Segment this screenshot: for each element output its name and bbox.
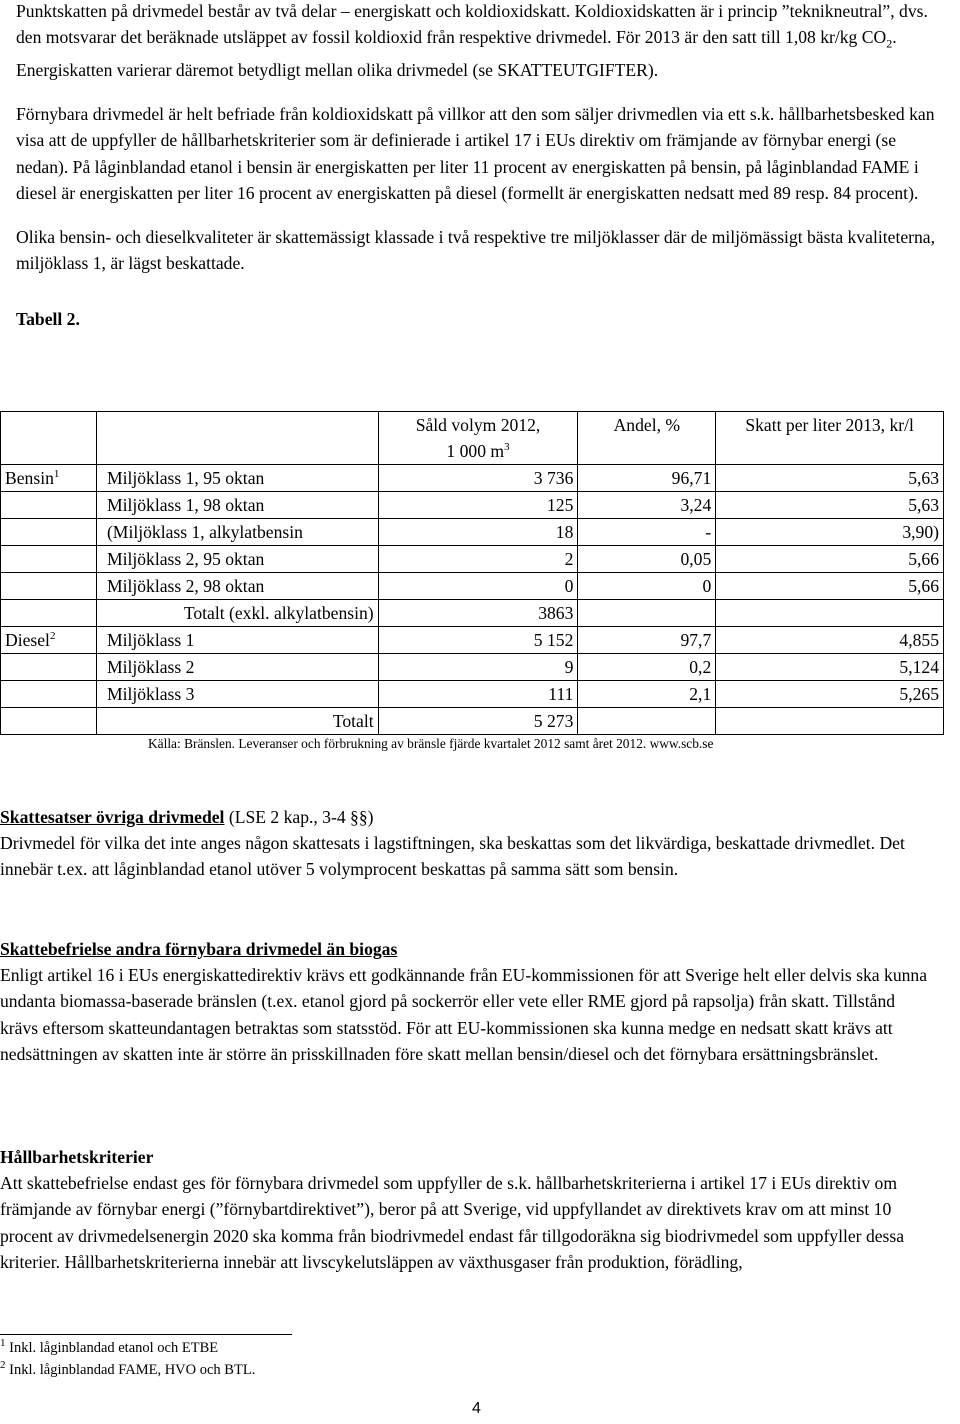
cell-tax: 5,63 — [716, 465, 944, 492]
row-label: Miljöklass 1, 95 oktan — [96, 465, 378, 492]
cell-tax: 5,66 — [716, 573, 944, 600]
cell-tax: 5,124 — [716, 654, 944, 681]
cell-volume: 18 — [378, 519, 578, 546]
paragraph-exemption: Enligt artikel 16 i EUs energiskattedirektiv krävs ett godkännande från EU-kommissionen för att Sverige helt eller delvis ska kunna undanta biomassa-baserade bränslen (t.ex. etanol gjord på sockerrör eller vete eller RME gjord på rapsolja) från skatt. Tillstånd krävs eftersom skatteundantagen betraktas som statsstöd. För att EU-kommissionen ska kunna medge en nedsatt skatt krävs att nedsättningen av skatten inte är större än prisskillnaden före skatt mellan bensin/diesel och det förnybara ersättningsbränslet. — [0, 965, 928, 1064]
cell-share: 3,24 — [578, 492, 716, 519]
footnote-2: $^2$ Inkl. låginblandad FAME, HVO och BTL. — [0, 1359, 256, 1378]
row-label: Miljöklass 1 — [96, 627, 378, 654]
fuel-table — [0, 411, 944, 735]
group-label: Bensin$^1$ — [1, 465, 97, 492]
footnote-rule — [0, 1334, 292, 1335]
table-source: Källa: Bränslen. Leveranser och förbrukning av bränsle fjärde kvartalet 2012 samt året 2012. www.scb.se — [148, 736, 714, 751]
cell-tax: 5,63 — [716, 492, 944, 519]
cell-tax: 3,90) — [716, 519, 944, 546]
cell-volume: 3863 — [378, 600, 578, 627]
cell-volume: 2 — [378, 546, 578, 573]
cell-share: 2,1 — [578, 681, 716, 708]
section-exemption — [0, 936, 930, 1067]
row-label: Miljöklass 2, 95 oktan — [96, 546, 378, 573]
header-volume: Såld volym 2012, 1 000 $m^3$ — [378, 412, 578, 465]
heading-sustainability: Hållbarhetskriterier — [0, 1147, 154, 1167]
cell-volume: 5 273 — [378, 708, 578, 735]
table-row — [1, 519, 944, 546]
table-row — [1, 465, 944, 492]
table-row — [1, 654, 944, 681]
table-title: Tabell 2. — [16, 309, 80, 330]
document-page — [16, 0, 946, 333]
footnotes — [0, 1337, 255, 1381]
paragraph-renewables: Förnybara drivmedel är helt befriade från koldioxidskatt på villkor att den som säljer drivmedlen via ett s.k. hållbarhetsbesked kan visa att de uppfyller de hållbarhetskriterier som är definierade i artikel 17 i EUs direktiv om främjande av förnybar energi (se nedan). På låginblandad etanol i bensin är energiskatten per liter 11 procent av energiskatten på bensin, på låginblandad FAME i diesel är energiskatten per liter 16 procent av energiskatten på diesel (formellt är energiskatten nedsatt med 89 resp. 84 procent). — [16, 104, 935, 203]
table-row — [1, 492, 944, 519]
row-label: Miljöklass 3 — [96, 681, 378, 708]
cell-share — [578, 708, 716, 735]
cell-volume: 9 — [378, 654, 578, 681]
cell-tax — [716, 600, 944, 627]
table-row — [1, 627, 944, 654]
cell-tax: 5,66 — [716, 546, 944, 573]
cell-tax: 5,265 — [716, 681, 944, 708]
cell-volume: 5 152 — [378, 627, 578, 654]
row-label: Miljöklass 2, 98 oktan — [96, 573, 378, 600]
row-label: Miljöklass 2 — [96, 654, 378, 681]
paragraph-other-fuels: Drivmedel för vilka det inte anges någon skattesats i lagstiftningen, ska beskattas som det likvärdiga, beskattade drivmedlet. Det innebär t.ex. att låginblandad etanol utöver 5 volymprocent beskattas på samma sätt som bensin. — [0, 833, 905, 880]
paragraph-sustainability: Att skattebefrielse endast ges för förnybara drivmedel som uppfyller de s.k. hållbarhetskriterierna i artikel 17 i EUs direktiv om främjande av förnybar energi (”förnybartdirektivet”), beror på att Sverige, vid uppfyllandet av direktivets krav om att minst 10 procent av drivmedelsenergin 2020 ska komma från biodrivmedel endast får tillgodoräkna sig biodrivmedel som uppfyller dessa kriterier. Hållbarhetskriterierna innebär att livscykelutsläppen av växthusgaser från produktion, förädling, — [0, 1173, 905, 1272]
row-label: Totalt (exkl. alkylatbensin) — [96, 600, 378, 627]
subscript-2: 2 — [886, 36, 893, 51]
cell-share — [578, 600, 716, 627]
row-label: Miljöklass 1, 98 oktan — [96, 492, 378, 519]
cell-volume: 111 — [378, 681, 578, 708]
cell-share: 97,7 — [578, 627, 716, 654]
section-other-fuels: Skattesatser övriga drivmedel (LSE 2 kap., 3-4 §§) Drivmedel för vilka det inte anges någon skattesats i lagstiftningen, ska beskattas som det likvärdiga, beskattade drivmedlet. Det innebär t.ex. att låginblandad etanol utöver 5 volymprocent beskattas på samma sätt som bensin. — [0, 804, 930, 883]
table-row — [1, 708, 944, 735]
page-number: 4 — [472, 1400, 481, 1417]
paragraph-classes: Olika bensin- och dieselkvaliteter är skattemässigt klassade i två respektive tre miljöklasser där de miljömässigt bästa kvaliteterna, miljöklass 1, är lägst beskattade. — [16, 226, 935, 274]
footnote-1: $^1$ Inkl. låginblandad etanol och ETBE — [0, 1337, 219, 1356]
heading-exemption: Skattebefrielse andra förnybara drivmedel än biogas — [0, 939, 398, 959]
cell-share: - — [578, 519, 716, 546]
heading-other-fuels: Skattesatser övriga drivmedel — [0, 807, 225, 827]
cell-share: 0,2 — [578, 654, 716, 681]
row-label: Totalt — [96, 708, 378, 735]
cell-share: 96,71 — [578, 465, 716, 492]
table-header-row — [1, 412, 944, 465]
cell-tax — [716, 708, 944, 735]
table-row — [1, 546, 944, 573]
group-label: Diesel$^2$ — [1, 627, 97, 654]
paragraph-intro: Punktskatten på drivmedel består av två delar – energiskatt och koldioxidskatt. Koldioxidskatten är i princip ”teknikneutral”, dvs. den motsvarar det beräknade utsläppet av fossil koldioxid från respektive drivmedel. För 2013 är den satt till 1,08 kr/kg $CO_2$. Energiskatten varierar däremot betydligt mellan olika drivmedel (se SKATTEUTGIFTER). — [16, 1, 928, 80]
cell-volume: 0 — [378, 573, 578, 600]
row-label: (Miljöklass 1, alkylatbensin — [96, 519, 378, 546]
header-share: Andel, % — [578, 412, 716, 465]
section-sustainability — [0, 1144, 930, 1275]
cell-volume: 125 — [378, 492, 578, 519]
cell-volume: 3 736 — [378, 465, 578, 492]
table-row — [1, 573, 944, 600]
table-row — [1, 600, 944, 627]
cell-share: 0 — [578, 573, 716, 600]
cell-tax: 4,855 — [716, 627, 944, 654]
header-tax: Skatt per liter 2013, kr/l — [716, 412, 944, 465]
cell-share: 0,05 — [578, 546, 716, 573]
table-row — [1, 681, 944, 708]
